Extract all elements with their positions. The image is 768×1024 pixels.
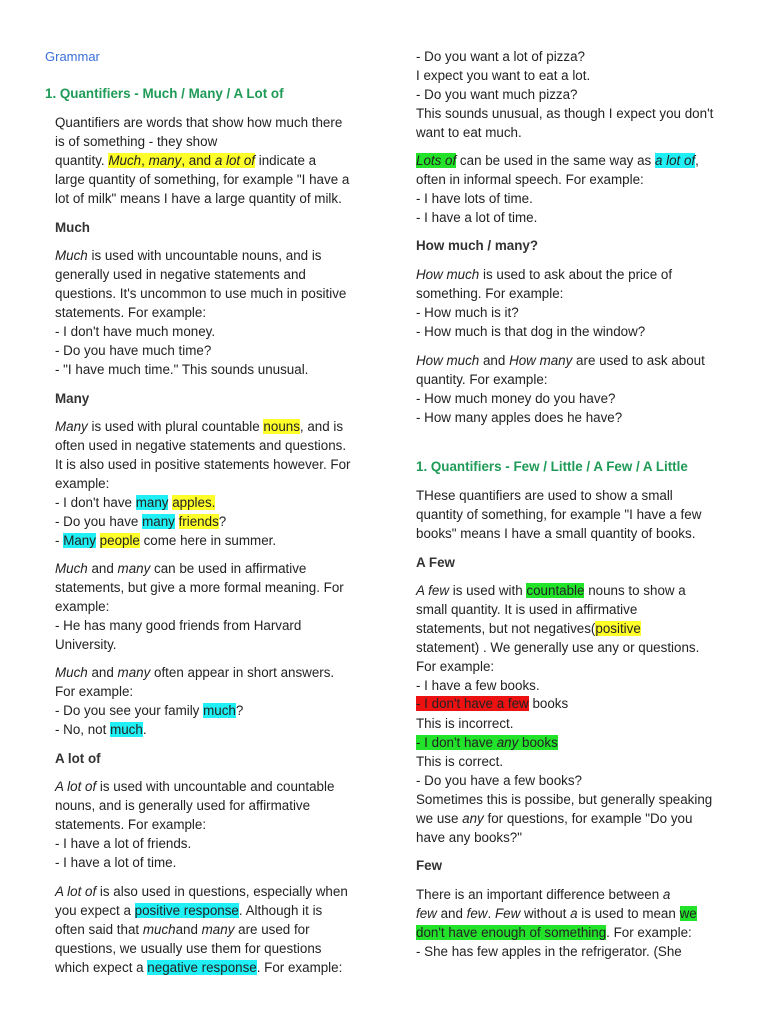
text-fragment: apples. (172, 495, 216, 510)
text-fragment: are used for (234, 922, 310, 937)
text-fragment: positive (595, 621, 641, 636)
text-fragment: something. For example: (416, 286, 564, 301)
example-line: - How many apples does he have? (416, 410, 623, 425)
text-fragment: example: (55, 599, 110, 614)
text-line (55, 559, 306, 578)
text-fragment: ? (218, 514, 227, 529)
text-fragment: negative response (147, 960, 257, 975)
text-line (55, 920, 310, 939)
example-line (55, 701, 243, 720)
heading-a-few: A Few (416, 555, 455, 570)
text-line (416, 923, 692, 942)
example-line (416, 694, 568, 713)
text-line (55, 901, 322, 920)
text-fragment: often said that (55, 922, 143, 937)
text-fragment: for questions, for example "Do you (483, 811, 693, 826)
text-fragment: we use (416, 811, 463, 826)
text-fragment: - Do you have (55, 514, 143, 529)
text-fragment: There is an important difference between (416, 887, 663, 902)
text-fragment: is used with uncountable nouns, and is (87, 248, 322, 263)
heading-much: Much (55, 220, 90, 235)
text-fragment: lot of milk" means I have a large quantity of milk. (55, 191, 342, 206)
text-fragment: statements, but not negatives( (416, 621, 596, 636)
example-line: - I have a lot of time. (55, 855, 177, 870)
text-fragment: How much (416, 267, 480, 282)
text-fragment: have any books?" (416, 830, 523, 845)
text-line (416, 581, 686, 600)
text-fragment: quantity. For example: (416, 372, 548, 387)
heading-few: Few (416, 858, 443, 873)
example-line (416, 733, 558, 752)
text-line (416, 619, 641, 638)
text-fragment: , (141, 153, 149, 168)
text-fragment: you expect a (55, 903, 135, 918)
text-line (55, 882, 348, 901)
text-line (416, 151, 699, 170)
text-fragment: and (87, 665, 118, 680)
text-fragment: A lot of (55, 884, 97, 899)
text-line (416, 809, 692, 828)
example-line: - I don't have much money. (55, 324, 216, 339)
text-fragment: many (135, 495, 169, 510)
example-line: - Do you have much time? (55, 343, 212, 358)
text-fragment: . (142, 722, 147, 737)
text-fragment: much (203, 703, 236, 718)
text-fragment: questions, we usually use them for questions (55, 941, 322, 956)
text-fragment: How many (509, 353, 573, 368)
example-line: - Do you want a lot of pizza? (416, 49, 585, 64)
text-fragment: is used to mean (577, 906, 680, 921)
text-line (416, 265, 672, 284)
text-fragment: quantity of something, for example "I have a few (416, 507, 702, 522)
text-fragment: example: (55, 476, 110, 491)
text-fragment: statement) . We generally use any or questions. (416, 640, 700, 655)
text-line (55, 663, 334, 682)
text-fragment: - I don't have (55, 495, 136, 510)
text-fragment: generally used in negative statements and (55, 267, 306, 282)
text-fragment: - Do you see your family (55, 703, 204, 718)
text-fragment: large quantity of something, for example "I have a (55, 172, 350, 187)
text-fragment: statements. For example: (55, 817, 207, 832)
text-fragment: A few (416, 583, 449, 598)
text-fragment: is of something - they show (55, 134, 218, 149)
example-line: - I have a few books. (416, 678, 540, 693)
example-line: - "I have much time." This sounds unusual. (55, 362, 309, 377)
text-fragment: don't have enough of something (416, 925, 607, 940)
text-fragment: Many (55, 419, 88, 434)
text-fragment: a (570, 906, 578, 921)
text-fragment: This is correct. (416, 754, 504, 769)
text-fragment: For example: (55, 684, 134, 699)
text-fragment: nouns to show a (584, 583, 686, 598)
example-line (55, 720, 147, 739)
text-fragment: come here in summer. (139, 533, 277, 548)
text-fragment: Lots of (416, 153, 457, 168)
heading-how-much-many: How much / many? (416, 238, 539, 253)
text-fragment: many (142, 514, 175, 529)
text-fragment: I expect you want to eat a lot. (416, 68, 591, 83)
text-fragment: statements, but give a more formal meaning. For (55, 580, 344, 595)
text-fragment: , and (181, 153, 215, 168)
text-line (416, 904, 697, 923)
text-fragment: Few (494, 906, 521, 921)
text-fragment: This is incorrect. (416, 716, 514, 731)
text-fragment: It is also used in positive statements however. For (55, 457, 351, 472)
text-fragment: ? (235, 703, 244, 718)
text-fragment: THese quantifiers are used to show a small (416, 488, 673, 503)
text-fragment: Much (55, 561, 88, 576)
example-line: - I have a lot of time. (416, 210, 538, 225)
text-fragment: can be used in the same way as (456, 153, 655, 168)
text-fragment: and (479, 353, 510, 368)
text-fragment: a (662, 887, 671, 902)
text-fragment: countable (526, 583, 585, 598)
text-fragment: friends (178, 514, 219, 529)
text-fragment: . For example: (256, 960, 343, 975)
text-fragment: Much (108, 153, 142, 168)
text-fragment: - (55, 533, 64, 548)
text-fragment: people (99, 533, 140, 548)
text-fragment: is used with plural countable (87, 419, 264, 434)
heading-many: Many (55, 391, 90, 406)
example-line: - How much is it? (416, 305, 519, 320)
text-fragment: can be used in affirmative (150, 561, 307, 576)
text-fragment: , and is (299, 419, 344, 434)
text-fragment: often appear in short answers. (150, 665, 335, 680)
example-line: - Do you have a few books? (416, 773, 582, 788)
text-fragment: University. (55, 637, 117, 652)
text-fragment: - I don't have a few (416, 696, 529, 711)
text-fragment: many (201, 922, 235, 937)
text-fragment: is also used in questions, especially when (96, 884, 348, 899)
text-fragment: indicate a (255, 153, 317, 168)
example-line: - She has few apples in the refrigerator. (She (416, 944, 682, 959)
text-fragment: . (487, 906, 495, 921)
text-fragment: books (518, 735, 558, 750)
text-fragment: and (436, 906, 467, 921)
heading-a-lot-of: A lot of (55, 751, 101, 766)
text-fragment: questions. It's uncommon to use much in positive (55, 286, 347, 301)
text-fragment: - He has many good friends from Harvard (55, 618, 302, 633)
text-line (55, 417, 343, 436)
text-fragment: often in informal speech. For example: (416, 172, 644, 187)
text-fragment: much (142, 922, 176, 937)
text-fragment: Much (55, 248, 88, 263)
text-fragment: without (520, 906, 571, 921)
text-fragment: many (117, 561, 151, 576)
text-fragment: small quantity. It is used in affirmative (416, 602, 638, 617)
text-fragment: - I don't have (416, 735, 497, 750)
text-fragment: This sounds unusual, as though I expect you don't (416, 106, 714, 121)
section-title-few-little: 1. Quantifiers - Few / Little / A Few / A Little (416, 459, 688, 474)
text-fragment: , (695, 153, 699, 168)
text-fragment: many (117, 665, 151, 680)
text-fragment: a lot of (214, 153, 256, 168)
text-line (55, 777, 334, 796)
text-fragment: few (416, 906, 437, 921)
text-fragment: which expect a (55, 960, 148, 975)
text-line (55, 958, 342, 977)
text-line (416, 351, 705, 370)
text-fragment: nouns (263, 419, 300, 434)
text-fragment: want to eat much. (416, 125, 522, 140)
text-fragment: is used with (449, 583, 527, 598)
example-line (55, 493, 215, 512)
text-fragment: . Although it is (238, 903, 323, 918)
document-title: Grammar (45, 49, 100, 64)
text-fragment: many (148, 153, 182, 168)
text-fragment: Much (55, 665, 88, 680)
text-fragment: statements. For example: (55, 305, 207, 320)
text-line (55, 151, 316, 170)
text-fragment: is used with uncountable and countable (96, 779, 335, 794)
example-line: - I have a lot of friends. (55, 836, 192, 851)
example-line: - How much is that dog in the window? (416, 324, 646, 339)
text-fragment: - No, not (55, 722, 111, 737)
text-fragment: much (110, 722, 143, 737)
example-line (55, 531, 276, 550)
text-fragment: quantity. (55, 153, 109, 168)
text-line (55, 246, 322, 265)
text-fragment: books (528, 696, 569, 711)
text-fragment: Quantifiers are words that show how much there (55, 115, 343, 130)
text-fragment: we (679, 906, 697, 921)
text-fragment: and (175, 922, 202, 937)
text-fragment: A lot of (55, 779, 97, 794)
text-fragment: often used in negative statements and questions. (55, 438, 347, 453)
text-fragment: positive response (134, 903, 239, 918)
text-fragment: Many (63, 533, 96, 548)
text-fragment: any (496, 735, 519, 750)
text-fragment: a lot of (654, 153, 696, 168)
text-fragment: any (462, 811, 484, 826)
example-line: - Do you want much pizza? (416, 87, 578, 102)
text-fragment: and (87, 561, 118, 576)
text-fragment: For example: (416, 659, 495, 674)
text-fragment: . For example: (606, 925, 692, 940)
text-line (416, 885, 670, 904)
text-fragment: books" means I have a small quantity of books. (416, 526, 696, 541)
example-line: - How much money do you have? (416, 391, 616, 406)
text-fragment: Sometimes this is possibe, but generally speaking (416, 792, 713, 807)
example-line: - I have lots of time. (416, 191, 533, 206)
section-title-much-many: 1. Quantifiers - Much / Many / A Lot of (45, 86, 284, 101)
example-line (55, 512, 226, 531)
text-fragment: How much (416, 353, 480, 368)
text-fragment: nouns, and is generally used for affirmative (55, 798, 311, 813)
text-fragment: are used to ask about (572, 353, 705, 368)
text-fragment: is used to ask about the price of (479, 267, 673, 282)
text-fragment: few (466, 906, 488, 921)
